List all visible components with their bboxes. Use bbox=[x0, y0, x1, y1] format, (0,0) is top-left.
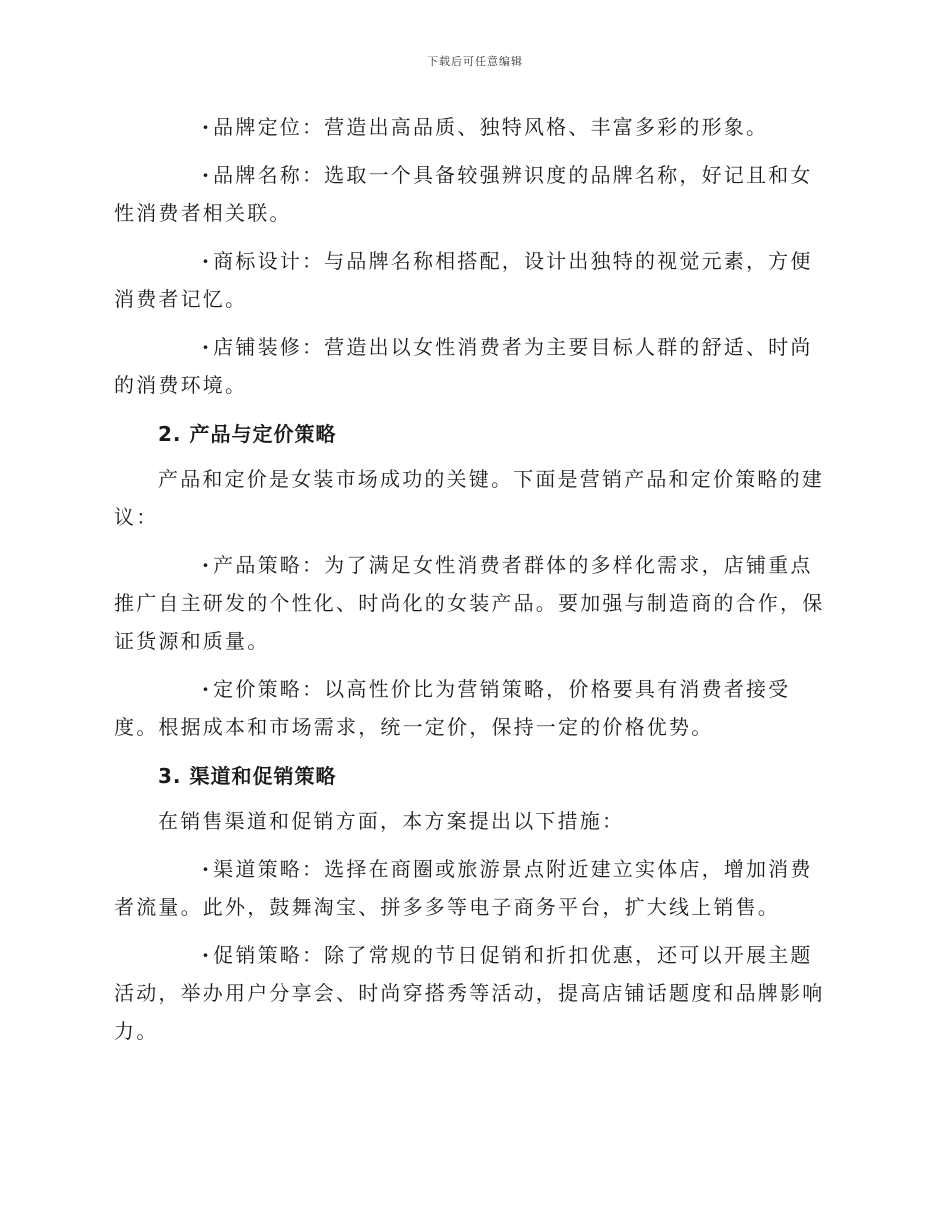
paragraph-channel-promotion-intro: 在销售渠道和促销方面，本方案提出以下措施： bbox=[158, 809, 625, 833]
paragraph-text: 定价策略：以高性价比为营销策略，价格要具有消费者接受度。根据成本和市场需求，统一定价，保持一定的价格优势。 bbox=[114, 677, 791, 739]
bullet-icon: · bbox=[202, 115, 212, 139]
bullet-paragraph-brand-name bbox=[114, 156, 834, 232]
paragraph-product-pricing-intro: 产品和定价是女装市场成功的关键。下面是营销产品和定价策略的建议： bbox=[114, 467, 824, 529]
bullet-paragraph-brand-positioning bbox=[114, 108, 834, 146]
bullet-icon: · bbox=[202, 335, 212, 359]
paragraph-text: 店铺装修：营造出以女性消费者为主要目标人群的舒适、时尚的消费环境。 bbox=[114, 335, 813, 397]
bullet-paragraph-store-decoration bbox=[114, 328, 834, 404]
section-heading-product-pricing: 2. 产品与定价策略 bbox=[158, 422, 337, 446]
bullet-paragraph-logo-design bbox=[114, 242, 834, 318]
paragraph-text: 品牌定位：营造出高品质、独特风格、丰富多彩的形象。 bbox=[213, 115, 769, 139]
bullet-icon: · bbox=[202, 553, 212, 577]
paragraph-text: 促销策略：除了常规的节日促销和折扣优惠，还可以开展主题活动，举办用户分享会、时尚穿搭秀等活动，提高店铺话题度和品牌影响力。 bbox=[114, 943, 825, 1043]
paragraph-text: 商标设计：与品牌名称相搭配，设计出独特的视觉元素，方便消费者记忆。 bbox=[114, 249, 813, 311]
page-header-note: 下载后可任意编辑 bbox=[427, 55, 523, 68]
bullet-icon: · bbox=[202, 943, 212, 967]
paragraph-text: 品牌名称：选取一个具备较强辨识度的品牌名称，好记且和女性消费者相关联。 bbox=[114, 163, 813, 225]
bullet-icon: · bbox=[202, 163, 212, 187]
bullet-icon: · bbox=[202, 249, 212, 273]
section-heading-channel-promotion: 3. 渠道和促销策略 bbox=[158, 764, 337, 788]
bullet-paragraph-promotion-strategy bbox=[114, 936, 834, 1050]
bullet-paragraph-pricing-strategy bbox=[114, 670, 834, 746]
bullet-icon: · bbox=[202, 857, 212, 881]
bullet-icon: · bbox=[202, 677, 212, 701]
bullet-paragraph-product-strategy bbox=[114, 546, 834, 660]
paragraph-text: 产品策略：为了满足女性消费者群体的多样化需求，店铺重点推广自主研发的个性化、时尚化的女装产品。要加强与制造商的合作，保证货源和质量。 bbox=[114, 553, 825, 653]
document-body bbox=[114, 108, 834, 1060]
paragraph-text: 渠道策略：选择在商圈或旅游景点附近建立实体店，增加消费者流量。此外，鼓舞淘宝、拼多多等电子商务平台，扩大线上销售。 bbox=[114, 857, 813, 919]
bullet-paragraph-channel-strategy bbox=[114, 850, 834, 926]
